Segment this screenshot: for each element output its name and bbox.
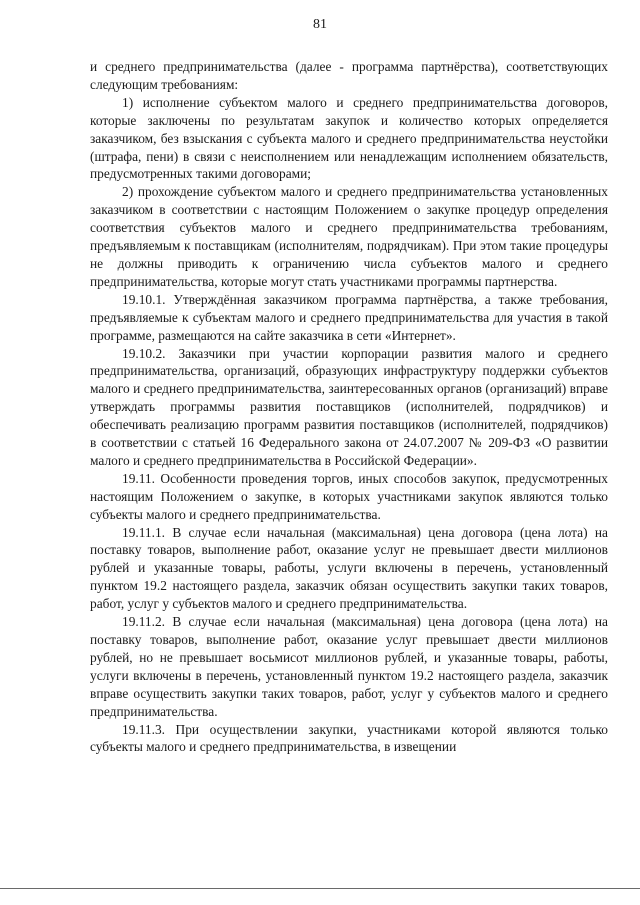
paragraph-19-11-2: 19.11.2. В случае если начальная (максимальная) цена договора (цена лота) на поставку товаров, выполнение работ, оказание услуг превышает двести миллионов рублей, но не превышает восьмисот миллионов рублей, и указанные товары, работы, услуги включены в перечень, установленный пунктом 19.2 настоящего раздела, заказчик вправе осуществить закупки таких товаров, работ, услуг у субъектов малого и среднего предпринимательства.: [90, 614, 608, 719]
body-text: [90, 58, 608, 756]
paragraph-19-11-3: 19.11.3. При осуществлении закупки, участниками которой являются только субъекты малого и среднего предпринимательства, в извещении: [90, 721, 608, 755]
paragraph-continuation: и среднего предпринимательства (далее - программа партнёрства), соответствующих следующим требованиям:: [90, 59, 608, 92]
paragraph-19-11-1: 19.11.1. В случае если начальная (максимальная) цена договора (цена лота) на поставку товаров, выполнение работ, оказание услуг не превышает двести миллионов рублей и указанные товары, работы, услуги включены в перечень, установленный пунктом 19.2 настоящего раздела, заказчик обязан осуществить закупки таких товаров, работ, услуг у субъектов малого и среднего предпринимательства.: [90, 524, 608, 612]
paragraph-19-11: 19.11. Особенности проведения торгов, иных способов закупок, предусмотренных настоящим Положением о закупке, в которых участниками закупок являются только субъекты малого и среднего предпринимательства.: [90, 470, 608, 522]
paragraph-19-10-2: 19.10.2. Заказчики при участии корпорации развития малого и среднего предпринимательства, организаций, образующих инфраструктуру поддержки субъектов малого и среднего предпринимательства, заинтересованных органов (организаций) вправе утверждать программы развития поставщиков (исполнителей, подрядчиков) и обеспечивать реализацию программ развития поставщиков (исполнителей, подрядчиков) в соответствии с статьей 16 Федерального закона от 24.07.2007 № 209-ФЗ «О развитии малого и среднего предпринимательства в Российской Федерации».: [90, 345, 608, 468]
scan-edge-divider: [0, 888, 640, 889]
page-number: 81: [313, 17, 327, 32]
paragraph-requirement-1: 1) исполнение субъектом малого и среднего предпринимательства договоров, которые заключены по результатам закупок и количество которых определяется заказчиком, без взыскания с субъекта малого и среднего предпринимательства неустойки (штрафа, пени) в связи с неисполнением или ненадлежащим исполнением обязательств, предусмотренных такими договорами;: [90, 94, 608, 182]
paragraph-19-10-1: 19.10.1. Утверждённая заказчиком программа партнёрства, а также требования, предъявляемые к субъектам малого и среднего предпринимательства для участия в такой программе, размещаются на сайте заказчика в сети «Интернет».: [90, 291, 608, 343]
paragraph-requirement-2: 2) прохождение субъектом малого и среднего предпринимательства установленных заказчиком в соответствии с настоящим Положением о закупке процедур определения соответствия субъектов малого и среднего предпринимательства требованиям, предъявляемым к поставщикам (исполнителям, подрядчикам). При этом такие процедуры не должны приводить к ограничению числа субъектов малого и среднего предпринимательства, которые могут стать участниками программы партнерства.: [90, 184, 608, 289]
